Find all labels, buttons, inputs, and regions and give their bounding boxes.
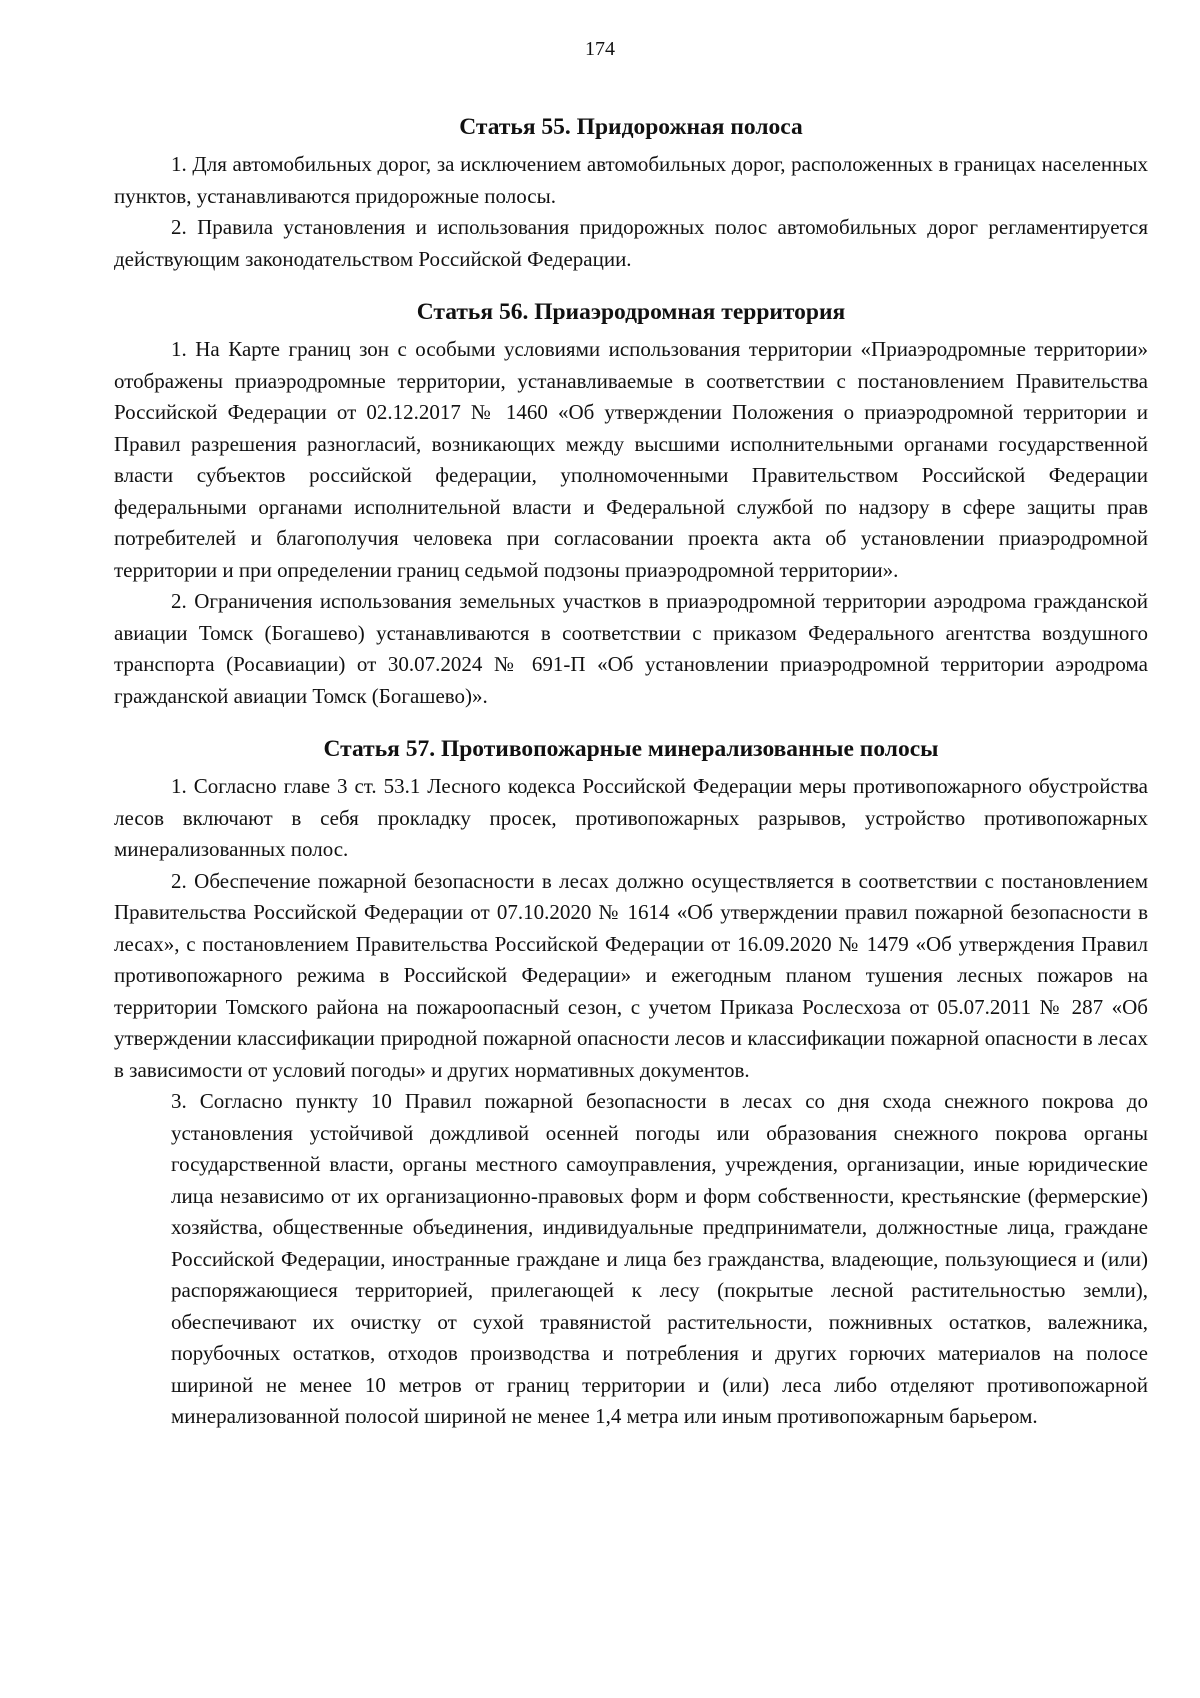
article-paragraph: 2. Обеспечение пожарной безопасности в лесах должно осуществляется в соответствии с постановлением Правительства Российской Федерации от 07.10.2020 № 1614 «Об утверждении правил пожарной безопасности в лесах», с постановлением Правительства Российской Федерации от 16.09.2020 № 1479 «Об утверждения Правил противопожарного режима в Российской Федерации» и ежегодным планом тушения лесных пожаров на территории Томского района на пожароопасный сезон, с учетом Приказа Рослесхоза от 05.07.2011 № 287 «Об утверждении классификации природной пожарной опасности лесов и классификации пожарной опасности в лесах в зависимости от условий погоды» и других нормативных документов. xyxy=(114,868,1148,1082)
article-paragraph: 2. Правила установления и использования придорожных полос автомобильных дорог регламентируется действующим законодательством Российской Федерации. xyxy=(114,215,1148,271)
page-number: 174 xyxy=(585,38,615,60)
document-body xyxy=(114,112,1148,1455)
article-paragraph: 1. Для автомобильных дорог, за исключением автомобильных дорог, расположенных в границах населенных пунктов, устанавливаются придорожные полосы. xyxy=(114,152,1148,208)
article-paragraph: 1. На Карте границ зон с особыми условиями использования территории «Приаэродромные территории» отображены приаэродромные территории, устанавливаемые в соответствии с постановлением Правительства Российской Федерации от 02.12.2017 № 1460 «Об утверждении Положения о приаэродромной территории и Правил разрешения разногласий, возникающих между высшими исполнительными органами государственной власти субъектов российской федерации, уполномоченными Правительством Российской Федерации федеральными органами исполнительной власти и Федеральной службой по надзору в сфере защиты прав потребителей и благополучия человека при согласовании проекта акта об установлении приаэродромной территории и при определении границ седьмой подзоны приаэродромной территории». xyxy=(114,337,1148,582)
article-55 xyxy=(114,112,1148,275)
article-title: Статья 57. Противопожарные минерализованные полосы xyxy=(323,736,939,762)
article-title: Статья 56. Приаэродромная территория xyxy=(416,299,846,325)
article-paragraph: 3. Согласно пункту 10 Правил пожарной безопасности в лесах со дня схода снежного покрова до установления устойчивой дождливой осенней погоды или образования снежного покрова органы государственной власти, органы местного самоуправления, учреждения, организации, иные юридические лица независимо от их организационно-правовых форм и форм собственности, крестьянские (фермерские) хозяйства, общественные объединения, индивидуальные предприниматели, должностные лица, граждане Российской Федерации, иностранные граждане и лица без гражданства, владеющие, пользующиеся и (или) распоряжающиеся территорией, прилегающей к лесу (покрытые лесной растительностью земли), обеспечивают их очистку от сухой травянистой растительности, пожнивных остатков, валежника, порубочных остатков, отходов производства и потребления и других горючих материалов на полосе шириной не менее 10 метров от границ территории и (или) леса либо отделяют противопожарной минерализованной полосой шириной не менее 1,4 метра или иным противопожарным барьером. xyxy=(171,1089,1148,1428)
article-paragraph: 2. Ограничения использования земельных участков в приаэродромной территории аэродрома гражданской авиации Томск (Богашево) устанавливаются в соответствии с приказом Федерального агентства воздушного транспорта (Росавиации) от 30.07.2024 № 691-П «Об установлении приаэродромной территории аэродрома гражданской авиации Томск (Богашево)». xyxy=(114,589,1148,708)
article-57 xyxy=(114,734,1148,1433)
article-title: Статья 55. Придорожная полоса xyxy=(459,114,803,140)
article-paragraph: 1. Согласно главе 3 ст. 53.1 Лесного кодекса Российской Федерации меры противопожарного обустройства лесов включают в себя прокладку просек, противопожарных разрывов, устройство противопожарных минерализованных полос. xyxy=(114,774,1148,861)
article-56 xyxy=(114,297,1148,712)
